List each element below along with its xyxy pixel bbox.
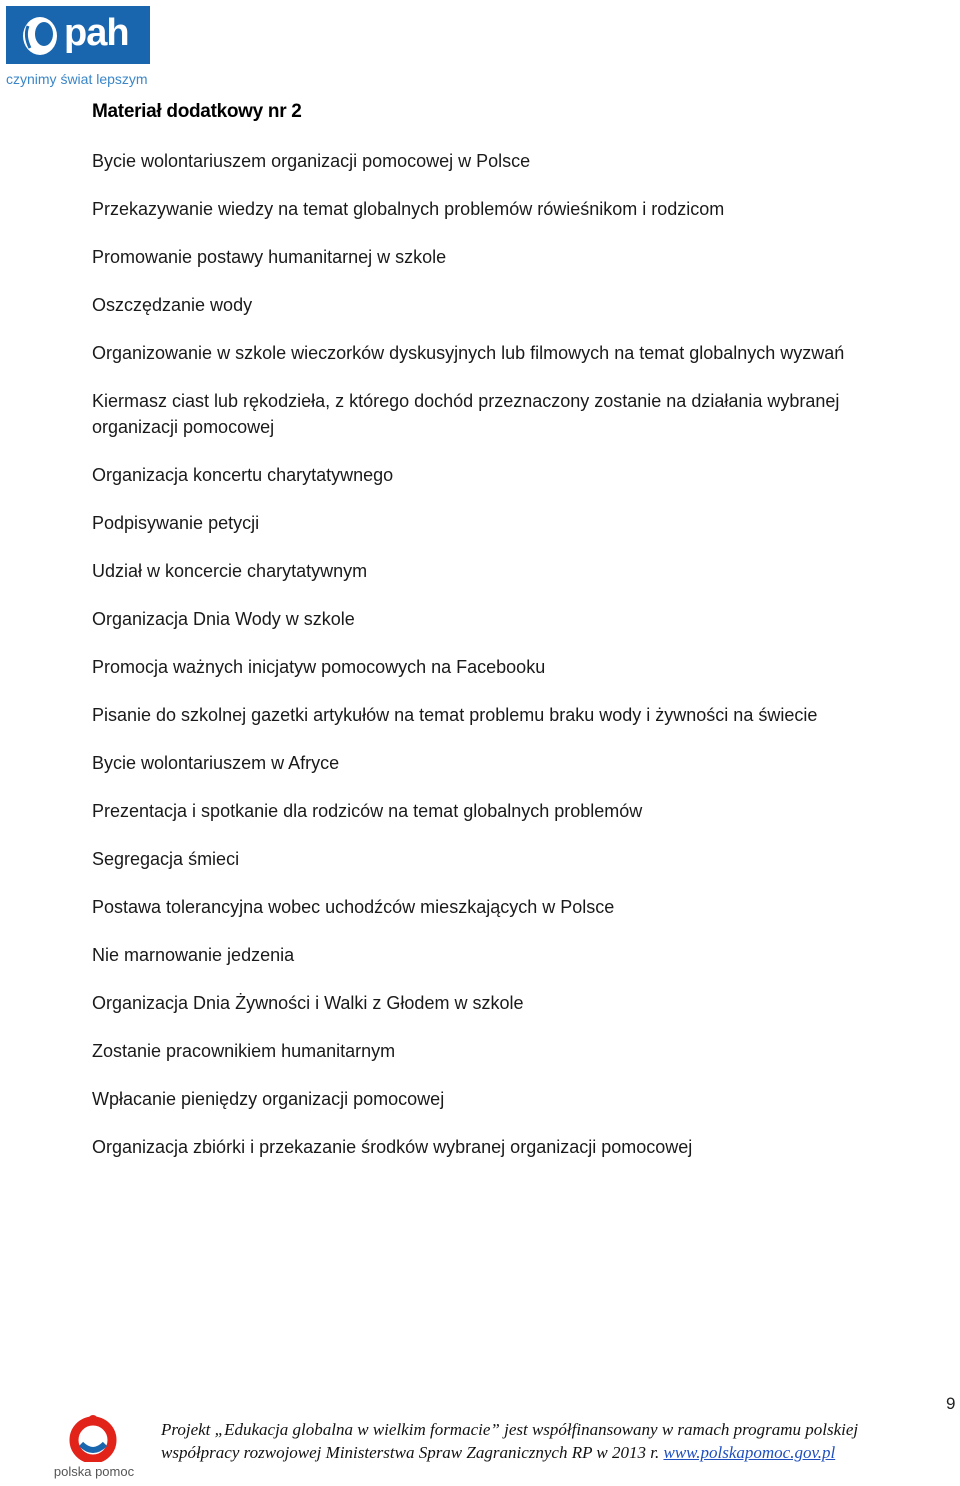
list-item: Bycie wolontariuszem organizacji pomocowej w Polsce: [92, 151, 531, 171]
footer-note: [161, 1418, 931, 1464]
list-item: Promocja ważnych inicjatyw pomocowych na Facebooku: [92, 657, 546, 677]
list-item: Nie marnowanie jedzenia: [92, 945, 295, 965]
list-item: Przekazywanie wiedzy na temat globalnych problemów rówieśnikom i rodzicom: [92, 199, 725, 219]
page-title: Materiał dodatkowy nr 2: [92, 101, 302, 122]
pah-emblem-icon: [20, 14, 64, 58]
list-item: Organizacja koncertu charytatywnego: [92, 465, 394, 485]
list-item: Prezentacja i spotkanie dla rodziców na temat globalnych problemów: [92, 801, 643, 821]
list-item: Oszczędzanie wody: [92, 295, 253, 315]
pah-wordmark: pah: [64, 12, 129, 54]
polska-pomoc-emblem-icon: [64, 1414, 122, 1462]
polska-pomoc-logo: [50, 1414, 138, 1484]
list-item: Organizowanie w szkole wieczorków dyskusyjnych lub filmowych na temat globalnych wyzwań: [92, 343, 845, 363]
footer-text: Projekt „Edukacja globalna w wielkim formacie” jest współfinansowany w ramach programu polskiej współpracy rozwojowej Ministerstwa Spraw Zagranicznych RP w 2013 r.: [161, 1420, 859, 1462]
polskapomoc-link[interactable]: www.polskapomoc.gov.pl: [663, 1443, 836, 1462]
list-item: Bycie wolontariuszem w Afryce: [92, 753, 340, 773]
list-item: Zostanie pracownikiem humanitarnym: [92, 1041, 396, 1061]
list-item: Promowanie postawy humanitarnej w szkole: [92, 247, 447, 267]
list-item: Pisanie do szkolnej gazetki artykułów na temat problemu braku wody i żywności na świecie: [92, 705, 818, 725]
list-item: Postawa tolerancyjna wobec uchodźców mieszkających w Polsce: [92, 897, 615, 917]
pah-logo: [6, 6, 150, 64]
page-number: 9: [946, 1394, 956, 1413]
pah-tagline: czynimy świat lepszym: [6, 71, 148, 87]
list-item: Organizacja Dnia Wody w szkole: [92, 609, 355, 629]
list-item: Podpisywanie petycji: [92, 513, 260, 533]
list-item: Kiermasz ciast lub rękodzieła, z którego dochód przeznaczony zostanie na działania wybranej organizacji pomocowej: [92, 391, 840, 437]
list-item: Udział w koncercie charytatywnym: [92, 561, 368, 581]
list-item: Organizacja zbiórki i przekazanie środków wybranej organizacji pomocowej: [92, 1137, 693, 1157]
list-item: Segregacja śmieci: [92, 849, 240, 869]
activity-list: [92, 148, 892, 1182]
list-item: Organizacja Dnia Żywności i Walki z Głodem w szkole: [92, 993, 524, 1013]
list-item: Wpłacanie pieniędzy organizacji pomocowej: [92, 1089, 445, 1109]
polska-pomoc-label: polska pomoc: [53, 1464, 135, 1479]
